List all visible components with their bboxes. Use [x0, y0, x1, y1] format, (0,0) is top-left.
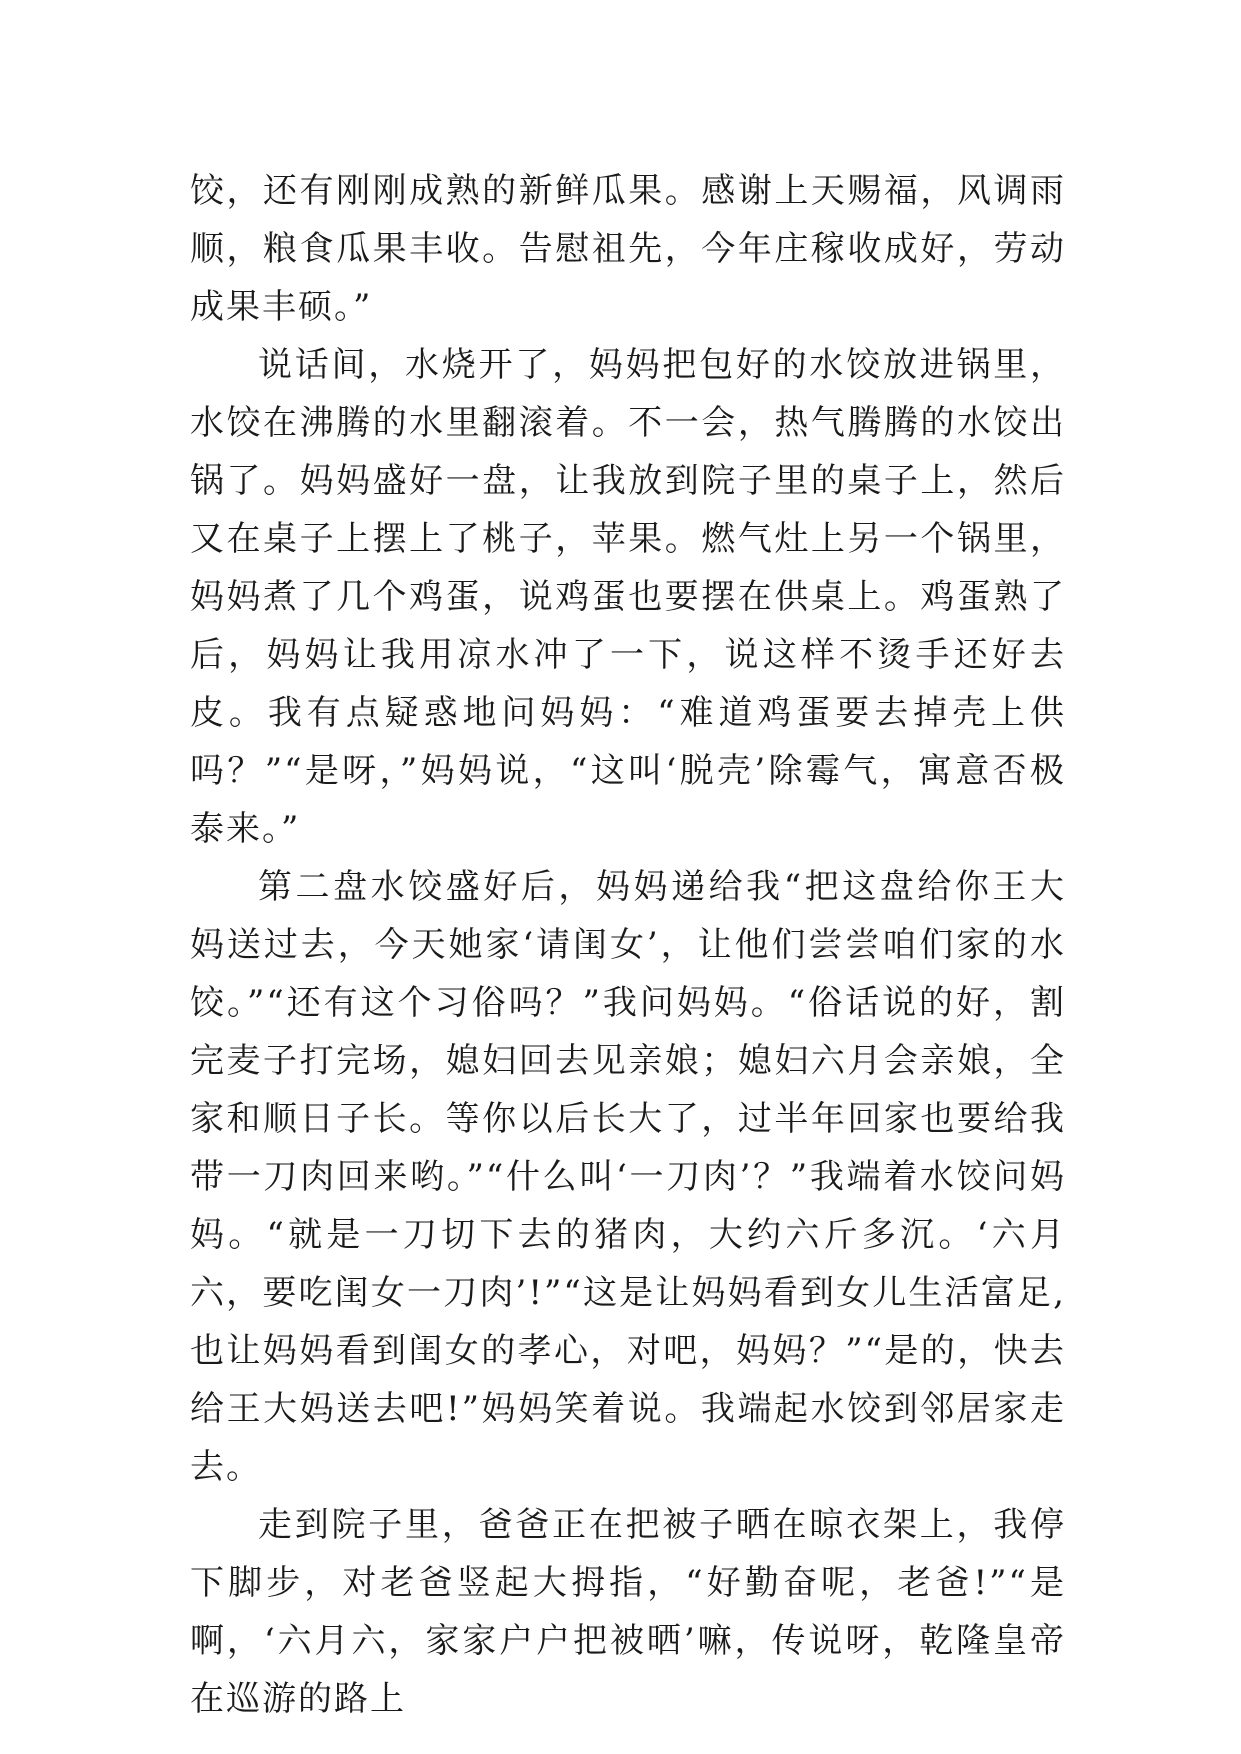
paragraph-continuation: 饺，还有刚刚成熟的新鲜瓜果。感谢上天赐福，风调雨顺，粮食瓜果丰收。告慰祖先，今年庄稼收成好，劳动成果丰硕。”	[190, 171, 1066, 327]
paragraph-cooking-dumplings: 说话间，水烧开了，妈妈把包好的水饺放进锅里，水饺在沸腾的水里翻滚着。不一会，热气腾腾的水饺出锅了。妈妈盛好一盘，让我放到院子里的桌子上，然后又在桌子上摆上了桃子，苹果。燃气灶上另一个锅里，妈妈煮了几个鸡蛋，说鸡蛋也要摆在供桌上。鸡蛋熟了后，妈妈让我用凉水冲了一下，说这样不烫手还好去皮。我有点疑惑地问妈妈：“难道鸡蛋要去掉壳上供吗？”“是呀，”妈妈说，“这叫‘脱壳’除霉气，寓意否极泰来。”	[190, 345, 1066, 849]
body-text	[190, 162, 1066, 1728]
paragraph-courtyard: 走到院子里，爸爸正在把被子晒在晾衣架上，我停下脚步，对老爸竖起大拇指，“好勤奋呢，老爸!”“是啊，‘六月六，家家户户把被晒’嘛，传说呀，乾隆皇帝在巡游的路上	[190, 1505, 1066, 1719]
paragraph-second-plate: 第二盘水饺盛好后，妈妈递给我“把这盘给你王大妈送过去，今天她家‘请闺女’，让他们尝尝咱们家的水饺。”“还有这个习俗吗？”我问妈妈。“俗话说的好，割完麦子打完场，媳妇回去见亲娘；媳妇六月会亲娘，全家和顺日子长。等你以后长大了，过半年回家也要给我带一刀肉回来哟。”“什么叫‘一刀肉’？”我端着水饺问妈妈。“就是一刀切下去的猪肉，大约六斤多沉。‘六月六，要吃闺女一刀肉’!”“这是让妈妈看到女儿生活富足,也让妈妈看到闺女的孝心，对吧，妈妈？”“是的，快去给王大妈送去吧!”妈妈笑着说。我端起水饺到邻居家走去。	[190, 867, 1066, 1487]
